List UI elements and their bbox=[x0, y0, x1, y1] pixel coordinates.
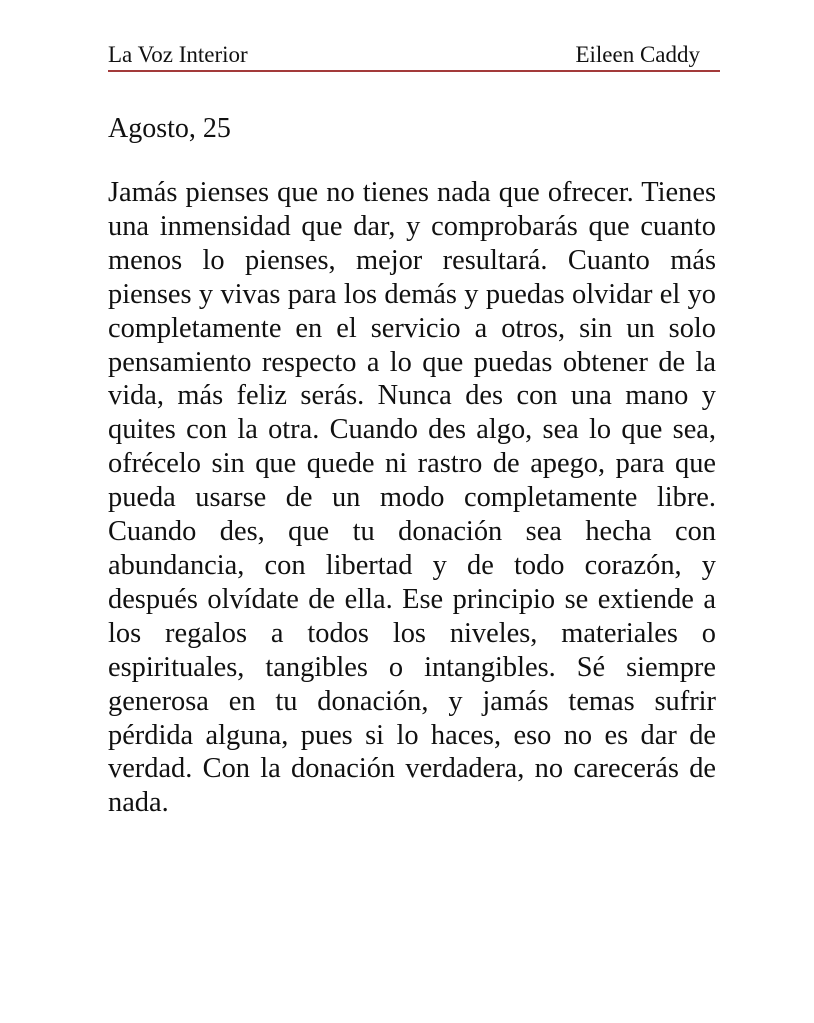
entry-date: Agosto, 25 bbox=[108, 113, 231, 144]
entry-text: Jamás pienses que no tienes nada que ofrecer. Tienes una inmensidad que dar, y comprobarás que cuanto menos lo pienses, mejor resultará. Cuanto más pienses y vivas para los demás y puedas olvidar el yo completamente en el servicio a otros, sin un solo pensamiento respecto a lo que puedas obtener de la vida, más feliz serás. Nunca des con una mano y quites con la otra. Cuando des algo, sea lo que sea, ofrécelo sin que quede ni rastro de apego, para que pueda usarse de un modo completamente libre. Cuando des, que tu donación sea hecha con abundancia, con libertad y de todo corazón, y después olvídate de ella. Ese principio se extiende a los regalos a todos los niveles, materiales o espirituales, tangibles o intangibles. Sé siempre generosa en tu donación, y jamás temas sufrir pérdida alguna, pues si lo haces, eso no es dar de verdad. Con la donación verdadera, no carecerás de nada. bbox=[108, 177, 716, 819]
author-name: Eileen Caddy bbox=[575, 42, 700, 67]
running-header bbox=[108, 40, 720, 72]
book-title: La Voz Interior bbox=[108, 42, 248, 67]
